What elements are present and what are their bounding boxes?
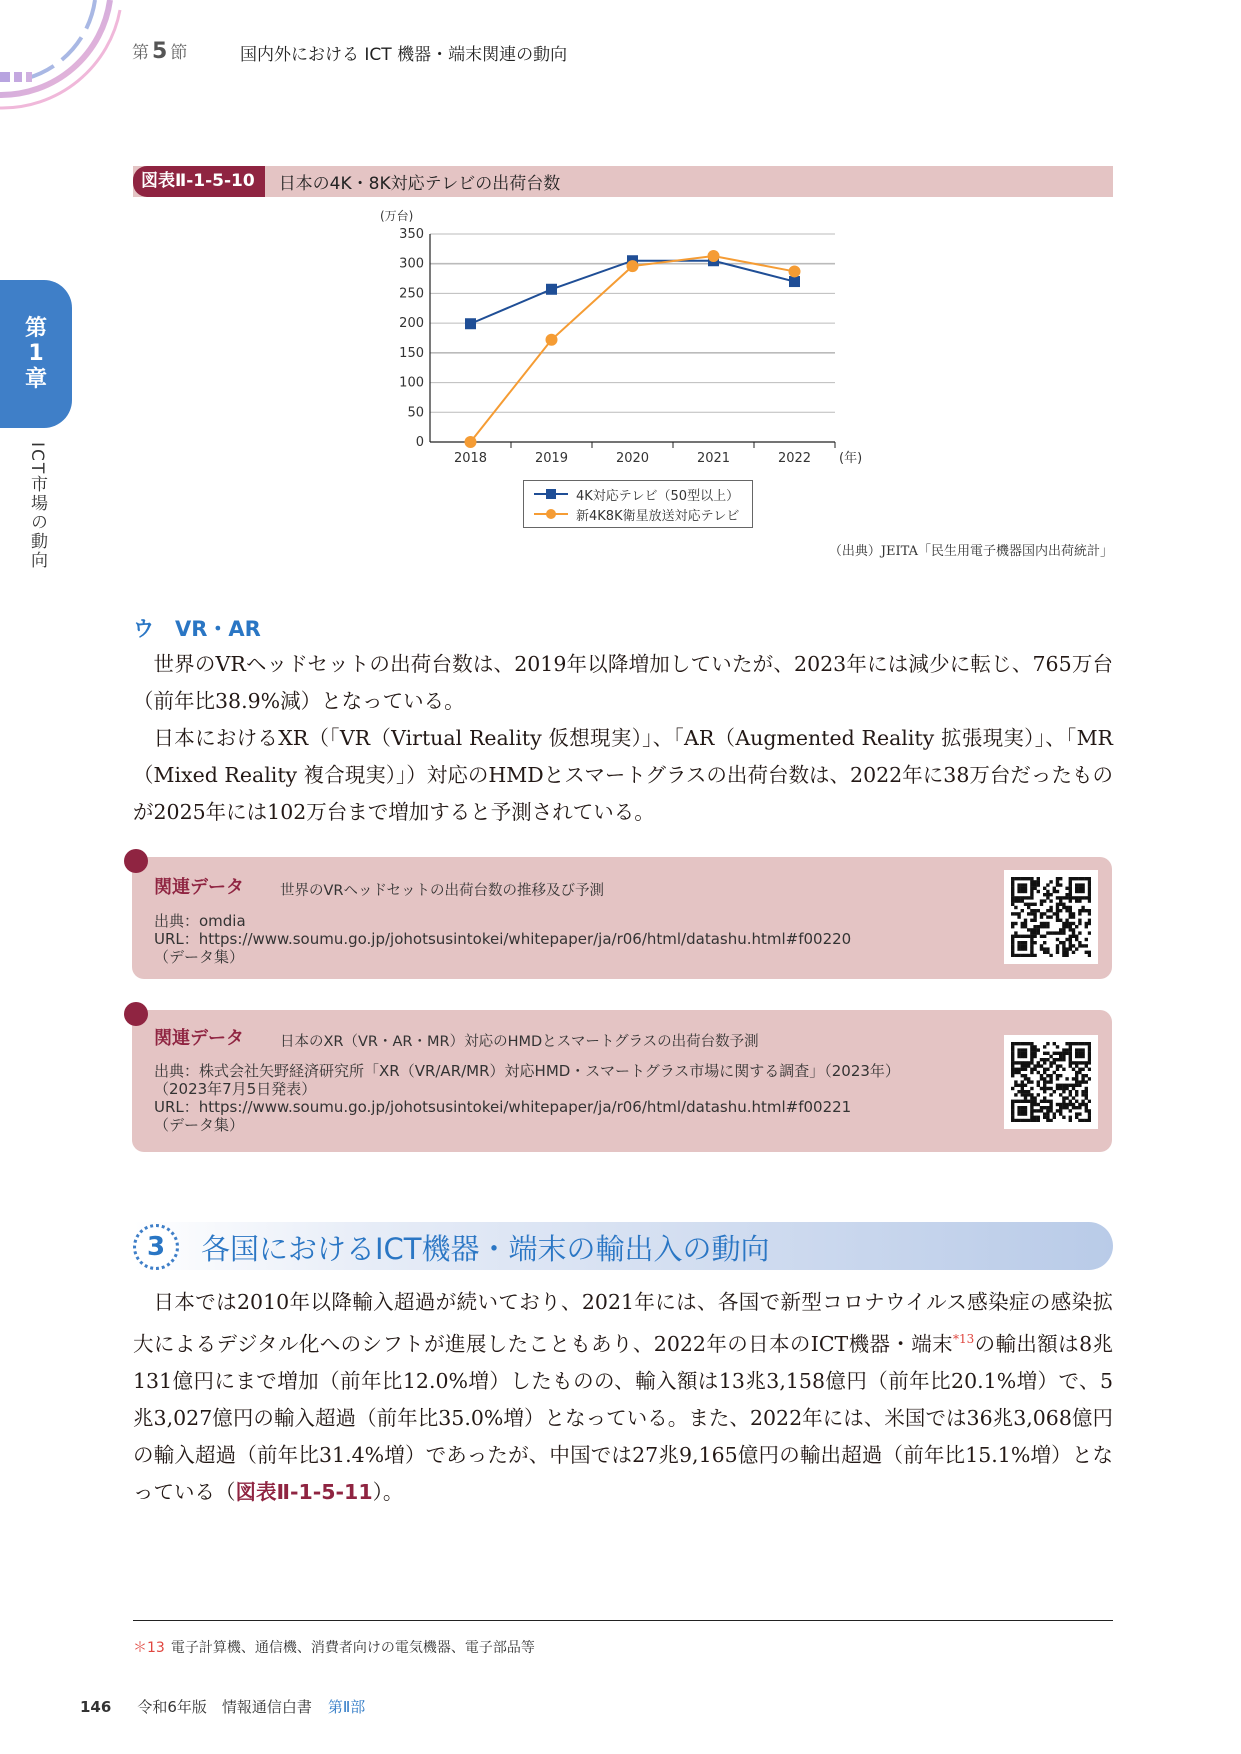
bullet-dot-icon [124, 1002, 148, 1026]
figure-number: 図表Ⅱ-1-5-10 [133, 166, 265, 197]
y-tick-label: 50 [407, 405, 424, 421]
url-link[interactable]: URL：https://www.soumu.go.jp/johotsusintokei/whitepaper/ja/r06/html/datashu.html#f00221 [154, 1098, 852, 1116]
y-tick-label: 0 [415, 435, 424, 450]
y-tick-label: 250 [399, 286, 424, 302]
chart-legend [523, 480, 753, 528]
data-point [789, 265, 801, 277]
figure-title-bar [133, 166, 1113, 197]
section-3-body [133, 1284, 1113, 1511]
legend-item-4k: 4K対応テレビ（50型以上） [524, 484, 752, 504]
footnote-divider [133, 1620, 1113, 1621]
related-data-box [132, 857, 1112, 979]
section-3-title: 各国におけるICT機器・端末の輸出入の動向 [201, 1232, 770, 1266]
footnote-ref-link[interactable]: *13 [953, 1332, 975, 1346]
y-tick-label: 150 [399, 345, 424, 361]
data-point [708, 250, 720, 262]
section-number: 第 5 節 [132, 39, 188, 64]
related-data-title: 世界のVRヘッドセットの出荷台数の推移及び予測 [280, 883, 605, 899]
section-3-heading [133, 1222, 1113, 1270]
y-tick-label: 200 [399, 316, 424, 332]
x-tick-label: 2021 [696, 451, 731, 466]
related-data-label: 関連データ [154, 877, 244, 898]
section-title: 国内外における ICT 機器・端末関連の動向 [240, 45, 568, 65]
legend-item-4k8k: 新4K8K衛星放送対応テレビ [524, 504, 752, 524]
bullet-dot-icon [124, 849, 148, 873]
circle-marker-icon [534, 508, 568, 520]
data-point [465, 436, 477, 448]
y-tick-label: 100 [399, 375, 424, 391]
chapter-tab[interactable]: 第 1 章 [0, 280, 72, 428]
y-tick-label: 350 [399, 227, 424, 242]
footnote-mark: ＊13 [133, 1640, 165, 1656]
y-tick-label: 300 [399, 256, 424, 272]
paragraph: 日本では2010年以降輸入超過が続いており、2021年には、各国で新型コロナウイルス感染症の感染拡大によるデジタル化へのシフトが進展したこともあり、2022年の日本のICT機器・端末$^{*13}$の輸出額は8兆131億円にまで増加（前年比12.0%増）したものの、輸入額は13兆3,158億円（前年比20.1%増）で、5兆3,027億円の輸入超過（前年比35.0%増）となっている。また、2022年には、米国では36兆3,068億円の輸入超過（前年比31.4%増）であったが、中国では27兆9,165億円の輸出超過（前年比15.1%増）となっている（図表Ⅱ-1-5-11）。 [133, 1290, 1113, 1504]
section-number-badge: 3 [133, 1224, 179, 1270]
url-link[interactable]: URL：https://www.soumu.go.jp/johotsusintokei/whitepaper/ja/r06/html/datashu.html#f00220 [154, 930, 852, 948]
related-data-label: 関連データ [154, 1028, 244, 1049]
related-data-box [132, 1010, 1112, 1152]
y-axis-unit: (万台) [380, 209, 414, 223]
data-point [546, 284, 557, 295]
chapter-side-label: ICT市場の動向 [27, 442, 47, 571]
x-tick-label: 2022 [777, 451, 812, 466]
paragraph: 世界のVRヘッドセットの出荷台数は、2019年以降増加していたが、2023年には減少に転じ、765万台（前年比38.9%減）となっている。 [133, 652, 1113, 713]
qr-code[interactable] [1004, 1035, 1098, 1129]
related-data-details: 出典：株式会社矢野経済研究所「XR（VR/AR/MR）対応HMD・スマートグラス市場に関する調査」（2023年） （2023年7月5日発表） URL：https://www.soumu.go.jp/johotsusintokei/whitepaper/ja/r06/html/datashu.html#f00221 （データ集） [154, 1062, 900, 1134]
decorative-arc-graphic [0, 0, 130, 110]
figure-title: 日本の4K・8K対応テレビの出荷台数 [278, 174, 561, 194]
qr-code-icon [1011, 877, 1091, 957]
x-tick-label: 2018 [453, 451, 488, 466]
x-axis-unit: (年) [839, 451, 863, 466]
data-point [627, 260, 639, 272]
section-u-body [133, 646, 1113, 831]
figure-source: （出典）JEITA「民生用電子機器国内出荷統計」 [828, 544, 1113, 559]
x-tick-label: 2019 [534, 451, 569, 466]
page-number: 146 [80, 1698, 112, 1716]
data-point [465, 318, 476, 329]
footnote: ＊13 電子計算機、通信機、消費者向けの電気機器、電子部品等 [133, 1640, 535, 1656]
related-data-details: 出典：omdia URL：https://www.soumu.go.jp/johotsusintokei/whitepaper/ja/r06/html/datashu.html#f00220 （データ集） [154, 912, 852, 966]
qr-code[interactable] [1004, 870, 1098, 964]
qr-code-icon [1011, 1042, 1091, 1122]
series-line [471, 256, 795, 442]
figure-ref-link[interactable]: 図表Ⅱ-1-5-11 [235, 1479, 373, 1504]
related-data-title: 日本のXR（VR・AR・MR）対応のHMDとスマートグラスの出荷台数予測 [280, 1034, 759, 1050]
page-footer [80, 1696, 365, 1717]
book-title: 令和6年版 情報通信白書 [137, 1698, 312, 1716]
x-tick-label: 2020 [615, 451, 650, 466]
data-point [789, 276, 800, 287]
data-point [546, 334, 558, 346]
square-marker-icon [534, 488, 568, 500]
subsection-heading: ウ VR・AR [133, 617, 261, 641]
part-label: 第Ⅱ部 [327, 1698, 366, 1716]
paragraph: 日本におけるXR（「VR（Virtual Reality 仮想現実）」、「AR（Augmented Reality 拡張現実）」、「MR（Mixed Reality 複合現実）」）対応のHMDとスマートグラスの出荷台数は、2022年に38万台だったものが2025年には102万台まで増加すると予測されている。 [133, 726, 1113, 824]
